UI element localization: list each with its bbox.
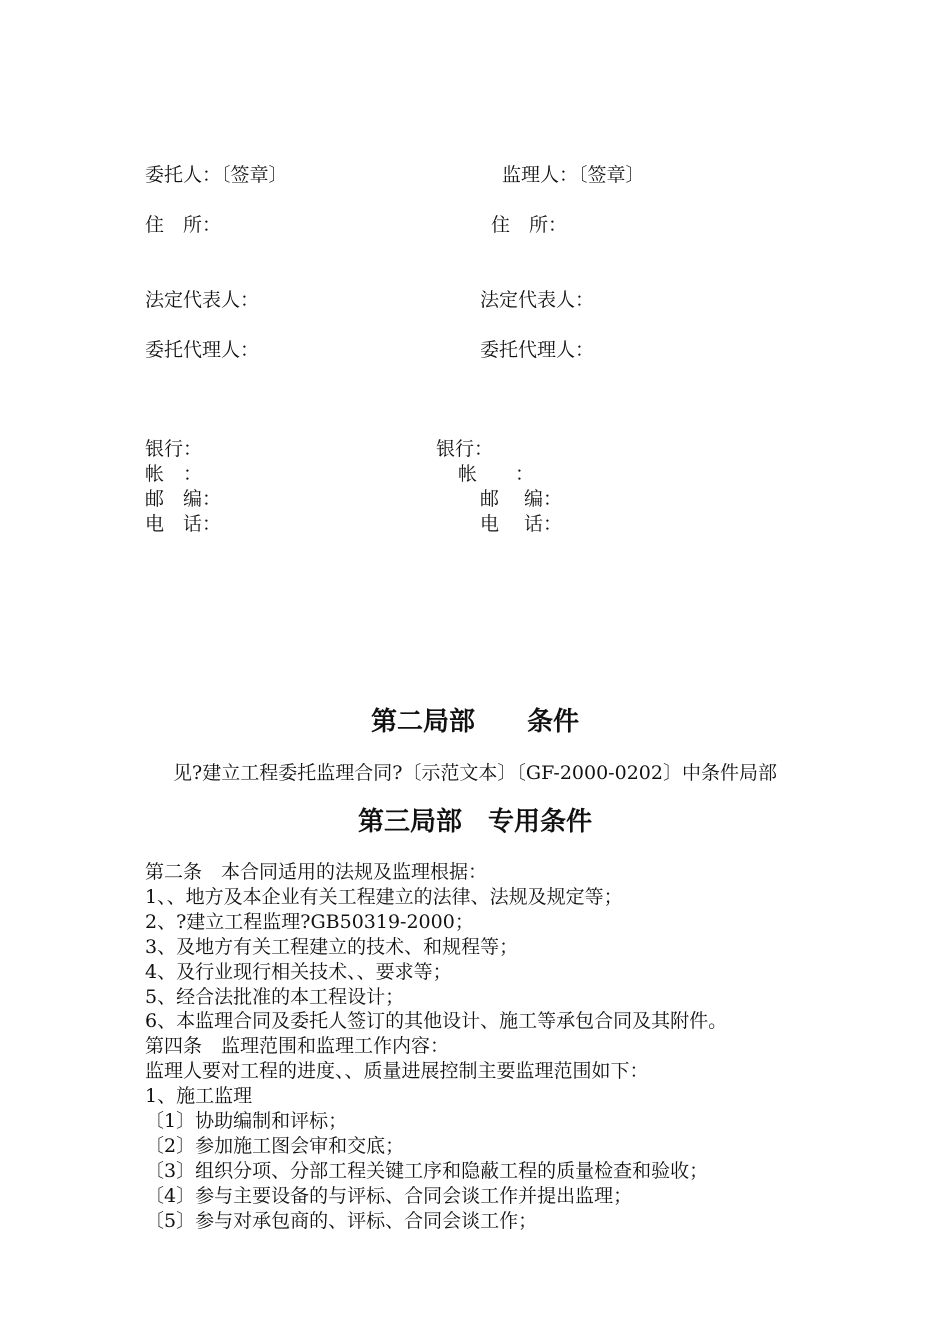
principal-postcode-label: 邮 编： [145, 488, 222, 510]
part2-heading: 第二局部 条件 [370, 707, 579, 737]
special-conditions-body [145, 860, 865, 1234]
supervisor-address-label: 住 所： [491, 214, 568, 236]
list-item: 2、?建立工程监理?GB50319-2000； [145, 910, 474, 933]
principal-agent-label: 委托代理人： [145, 339, 260, 361]
list-item: 5、经合法批准的本工程设计； [145, 985, 405, 1008]
clause-2-heading: 第二条 本合同适用的法规及监理根据： [145, 861, 488, 883]
principal-phone-label: 电 话： [145, 513, 222, 535]
list-item: 3、及地方有关工程建立的技术、和规程等； [145, 935, 519, 958]
supervisor-account-label: 帐 ： [458, 463, 535, 485]
principal-legal-rep-label: 法定代表人： [145, 289, 260, 311]
list-item: 1、、地方及本企业有关工程建立的法律、法规及规定等； [145, 885, 623, 908]
principal-address-label: 住 所： [145, 214, 222, 236]
supervisor-agent-label: 委托代理人： [480, 339, 595, 361]
principal-seal-label: 委托人：〔签章〕 [145, 164, 288, 186]
list-item: 4、及行业现行相关技术、、要求等； [145, 960, 452, 983]
supervisor-legal-rep-label: 法定代表人： [480, 289, 595, 311]
part3-heading: 第三局部 专用条件 [357, 807, 592, 837]
part2-note: 见?建立工程委托监理合同?〔示范文本〕〔GF-2000-0202〕中条件局部 [173, 762, 777, 784]
supervisor-phone-label: 电 话： [480, 513, 563, 535]
supervisor-seal-label: 监理人：〔签章〕 [502, 164, 645, 186]
supervisor-postcode-label: 邮 编： [480, 488, 563, 510]
list-item: 〔2〕参加施工图会审和交底； [145, 1134, 405, 1157]
principal-account-label: 帐 ： [145, 463, 203, 485]
subsection-heading: 1、施工监理 [145, 1085, 253, 1108]
list-item: 〔5〕参与对承包商的、评标、合同会谈工作； [145, 1209, 538, 1232]
list-item: 〔1〕协助编制和评标； [145, 1110, 348, 1133]
clause-4-heading: 第四条 监理范围和监理工作内容： [145, 1035, 450, 1058]
list-item: 〔4〕参与主要设备的与评标、合同会谈工作并提出监理； [145, 1184, 633, 1207]
list-item: 6、本监理合同及委托人签订的其他设计、施工等承包合同及其附件。 [145, 1010, 728, 1033]
list-item: 〔3〕组织分项、分部工程关键工序和隐蔽工程的质量检查和验收； [145, 1159, 709, 1182]
scope-intro: 监理人要对工程的进度、、质量进展控制主要监理范围如下： [145, 1060, 649, 1083]
supervisor-bank-label: 银行： [436, 438, 494, 460]
principal-bank-label: 银行： [145, 438, 203, 460]
